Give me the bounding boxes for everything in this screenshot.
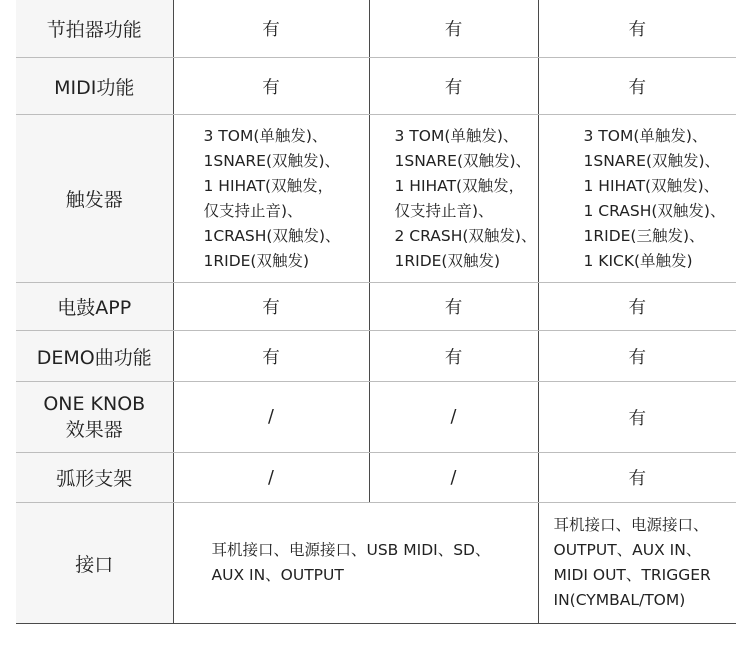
- cell-value: 有: [538, 283, 736, 331]
- table-row: [16, 58, 736, 115]
- cell-value: /: [369, 382, 538, 453]
- cell-value: 有: [173, 58, 369, 115]
- table-row: [16, 331, 736, 382]
- row-label: 电鼓APP: [16, 283, 173, 331]
- row-label: MIDI功能: [16, 58, 173, 115]
- cell-value: 有: [538, 382, 736, 453]
- trigger-list: 3 TOM(单触发)、 1SNARE(双触发)、 1 HIHAT(双触发， 仅支持止音)、 2 CRASH(双触发)、 1RIDE(双触发): [394, 126, 537, 270]
- row-label: 弧形支架: [16, 453, 173, 503]
- cell-value: 有: [369, 331, 538, 382]
- cell-value: 有: [538, 331, 736, 382]
- cell-value: [369, 115, 538, 283]
- row-label: [16, 382, 173, 453]
- table-row: [16, 503, 736, 624]
- row-label-line: 效果器: [65, 419, 123, 441]
- cell-value: 有: [173, 331, 369, 382]
- table-row: [16, 382, 736, 453]
- cell-value: 有: [369, 58, 538, 115]
- cell-value: /: [173, 382, 369, 453]
- cell-value: /: [173, 453, 369, 503]
- cell-value: 有: [538, 58, 736, 115]
- cell-value: [538, 115, 736, 283]
- cell-value: [173, 115, 369, 283]
- cell-value: 有: [538, 0, 736, 58]
- cell-value: [538, 503, 736, 624]
- trigger-list: 3 TOM(单触发)、 1SNARE(双触发)、 1 HIHAT(双触发， 仅支持止音)、 1CRASH(双触发)、 1RIDE(双触发): [203, 126, 341, 270]
- row-label: 接口: [16, 503, 173, 624]
- cell-value: 有: [369, 0, 538, 58]
- row-label: DEMO曲功能: [16, 331, 173, 382]
- cell-value: 有: [173, 283, 369, 331]
- table-row: [16, 283, 736, 331]
- cell-value: 有: [173, 0, 369, 58]
- row-label-line: ONE KNOB: [43, 393, 146, 415]
- cell-value: 有: [538, 453, 736, 503]
- row-label: 节拍器功能: [16, 0, 173, 58]
- port-list: 耳机接口、电源接口、USB MIDI、SD、 AUX IN、OUTPUT: [211, 541, 491, 584]
- spec-table: [16, 0, 736, 624]
- port-list: 耳机接口、电源接口、 OUTPUT、AUX IN、 MIDI OUT、TRIGGER IN(CYMBAL/TOM): [553, 516, 711, 609]
- cell-value: 有: [369, 283, 538, 331]
- table-row: [16, 453, 736, 503]
- table-row: [16, 115, 736, 283]
- table-row: [16, 0, 736, 58]
- trigger-list: 3 TOM(单触发)、 1SNARE(双触发)、 1 HIHAT(双触发)、 1 CRASH(双触发)、 1RIDE(三触发)、 1 KICK(单触发): [583, 126, 726, 270]
- row-label: 触发器: [16, 115, 173, 283]
- cell-value-merged: [173, 503, 538, 624]
- cell-value: /: [369, 453, 538, 503]
